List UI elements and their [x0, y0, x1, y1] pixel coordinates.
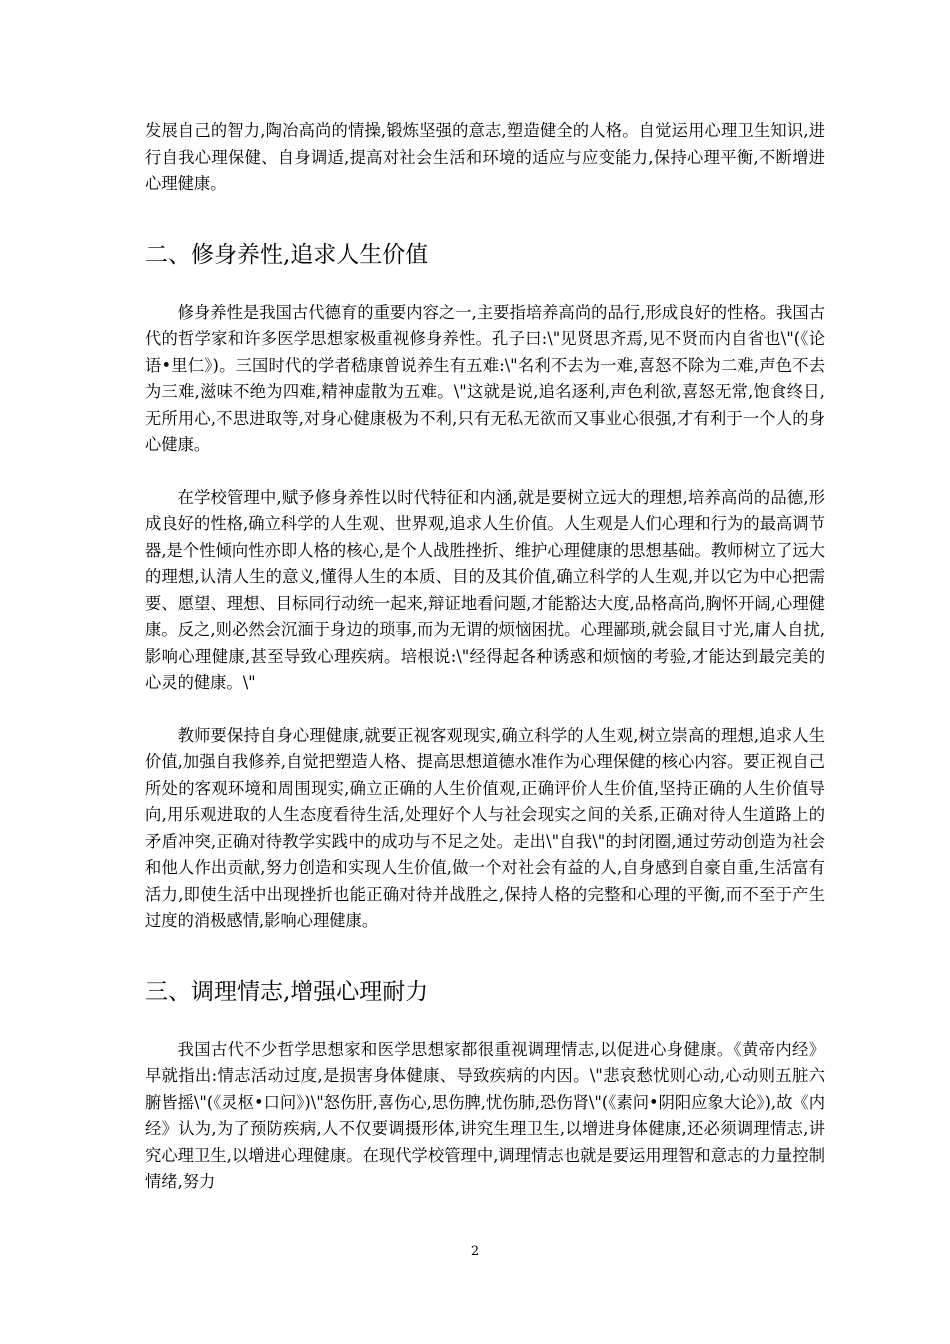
document-page: [145, 118, 825, 1196]
section-2-paragraph-2: 在学校管理中,赋予修身养性以时代特征和内涵,就是要树立远大的理想,培养高尚的品德,形成良好的性格,确立科学的人生观、世界观,追求人生价值。人生观是人们心理和行为的最高调节器,是个性倾向性亦即人格的核心,是个人战胜挫折、维护心理健康的思想基础。教师树立了远大的理想,认清人生的意义,懂得人生的本质、目的及其价值,确立科学的人生观,并以它为中心把需要、愿望、理想、目标同行动统一起来,辩证地看问题,才能豁达大度,品格高尚,胸怀开阔,心理健康。反之,则必然会沉湎于身边的琐事,而为无谓的烦恼困扰。心理鄙琐,就会鼠目寸光,庸人自扰,影响心理健康,甚至导致心理疾病。培根说:\"经得起各种诱惑和烦恼的考验,才能达到最完美的心灵的健康。\": [145, 487, 825, 692]
page-number: 2: [470, 1244, 480, 1259]
section-2-paragraph-3: 教师要保持自身心理健康,就要正视客观现实,确立科学的人生观,树立崇高的理想,追求人生价值,加强自我修养,自觉把塑造人格、提高思想道德水准作为心理保健的核心内容。要正视自己所处的客观环境和周围现实,确立正确的人生价值观,正确评价人生价值,坚持正确的人生价值导向,用乐观进取的人生态度看待生活,处理好个人与社会现实之间的关系,正确对待人生道路上的矛盾冲突,正确对待教学实践中的成功与不足之处。走出\"自我\"的封闭圈,通过劳动创造为社会和他人作出贡献,努力创造和实现人生价值,做一个对社会有益的人,自身感到自豪自重,生活富有活力,即使生活中出现挫折也能正确对待并战胜之,保持人格的完整和心理的平衡,而不至于产生过度的消极感情,影响心理健康。: [145, 725, 825, 930]
spacer: [145, 270, 825, 300]
section-heading-3: 三、调理情志,增强心理耐力: [145, 978, 429, 1005]
spacer: [145, 697, 825, 723]
section-heading-2: 二、修身养性,追求人生价值: [145, 241, 429, 268]
intro-paragraph: 发展自己的智力,陶冶高尚的情操,锻炼坚强的意志,塑造健全的人格。自觉运用心理卫生知识,进行自我心理保健、自身调适,提高对社会生活和环境的适应与应变能力,保持心理平衡,不断增进心理健康。: [145, 121, 825, 193]
spacer: [145, 198, 825, 240]
spacer: [145, 1007, 825, 1037]
spacer: [145, 459, 825, 485]
spacer: [145, 935, 825, 977]
section-2-paragraph-1: 修身养性是我国古代德育的重要内容之一,主要指培养高尚的品行,形成良好的性格。我国古代的哲学家和许多医学思想家极重视修身养性。孔子曰:\"见贤思齐焉,见不贤而内自省也\"(《论语•里仁》)。三国时代的学者嵇康曾说养生有五难:\"名利不去为一难,喜怒不除为二难,声色不去为三难,滋味不绝为四难,精神虚散为五难。\"这就是说,追名逐利,声色利欲,喜怒无常,饱食终日,无所用心,不思进取等,对身心健康极为不利,只有无私无欲而又事业心很强,才有利于一个人的身心健康。: [145, 302, 825, 454]
section-3-paragraph-1: 我国古代不少哲学思想家和医学思想家都很重视调理情志,以促进心身健康。《黄帝内经》早就指出:情志活动过度,是损害身体健康、导致疾病的内因。\"悲哀愁忧则心动,心动则五脏六腑皆摇\"(《灵枢•口问》)\"怒伤肝,喜伤心,思伤脾,忧伤肺,恐伤肾\"(《素问•阴阳应象大论》),故《内经》认为,为了预防疾病,人不仅要调摄形体,讲究生理卫生,以增进身体健康,还必须调理情志,讲究心理卫生,以增进心理健康。在现代学校管理中,调理情志也就是要运用理智和意志的力量控制情绪,努力: [145, 1039, 825, 1191]
